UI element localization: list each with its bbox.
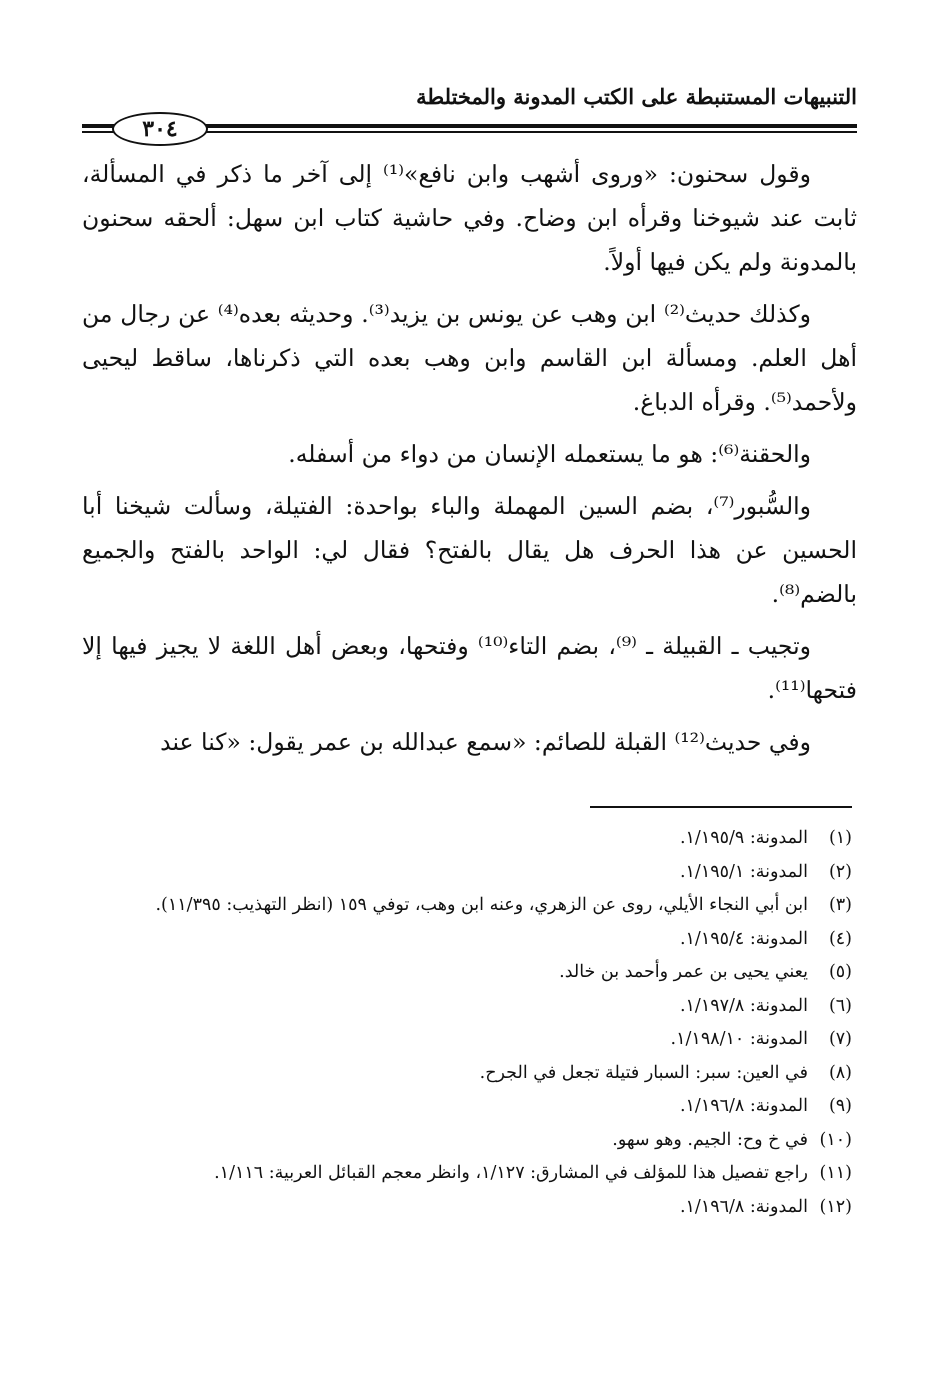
footnote-number: (٦) — [828, 995, 852, 1016]
footnote-number: (٣) — [828, 895, 852, 915]
footnote — [82, 990, 852, 1024]
paragraph: وفي حديث⁽¹²⁾ القبلة للصائم: «سمع عبدالله بن عمر يقول: «كنا عند — [160, 728, 811, 756]
footnote-text: ابن أبي النجاء الأيلي، روى عن الزهري، وعنه ابن وهب، توفي ١٥٩ (انظر التهذيب: ١١/٣٩٥). — [155, 895, 808, 915]
footnote-number: (١) — [828, 828, 852, 848]
footnote — [82, 923, 852, 957]
footnote — [82, 1191, 852, 1225]
footnote-number: (٢) — [828, 861, 852, 882]
footnote-number: (١٠) — [819, 1129, 852, 1150]
footnote — [82, 1124, 852, 1158]
footnote-separator — [590, 806, 852, 808]
footnote — [82, 1157, 852, 1191]
footnote — [82, 856, 852, 890]
footnote — [82, 889, 852, 923]
footnote-text: المدونة: ١/١٩٥/٩. — [679, 828, 808, 848]
footnote-text: يعني يحيى بن عمر وأحمد بن خالد. — [559, 962, 808, 982]
footnote-number: (٩) — [828, 1096, 852, 1116]
footnote-text: المدونة: ١/١٩٥/٤. — [679, 928, 808, 949]
footnote — [82, 956, 852, 990]
footnote-text: راجع تفصيل هذا للمؤلف في المشارق: ١/١٢٧، وانظر معجم القبائل العربية: ١/١١٦. — [214, 1163, 808, 1183]
footnote-number: (٥) — [828, 962, 852, 982]
paragraph: وتجيب ـ القبيلة ـ ⁽⁹⁾، بضم التاء⁽¹⁰⁾ وفتحها، وبعض أهل اللغة لا يجيز فيها إلا فتحها⁽¹¹⁾. — [82, 632, 857, 704]
footnote-text: المدونة: ١/١٩٧/٨. — [679, 995, 808, 1016]
paragraph: والسُّبور⁽⁷⁾، بضم السين المهملة والباء بواحدة: الفتيلة، وسألت شيخنا أبا الحسين عن هذا الحرف هل يقال بالفتح؟ فقال لي: الواحد بالفتح والجميع بالضم⁽⁸⁾. — [82, 492, 857, 608]
footnote-number: (٧) — [828, 1029, 852, 1049]
running-title: التنبيهات المستنبطة على الكتب المدونة والمختلطة — [416, 84, 857, 109]
footnote-text: المدونة: ١/١٩٦/٨. — [679, 1196, 808, 1217]
footnote-text: المدونة: ١/١٩٥/١. — [679, 861, 808, 882]
footnote-text: في خ وح: الجيم. وهو سهو. — [612, 1129, 808, 1150]
footnote-number: (١٢) — [819, 1196, 852, 1217]
footnote-text: المدونة: ١/١٩٨/١٠. — [670, 1029, 808, 1049]
page-header — [82, 84, 857, 144]
footnote-number: (٤) — [828, 928, 852, 949]
footnote-text: المدونة: ١/١٩٦/٨. — [679, 1096, 808, 1116]
footnote — [82, 822, 852, 856]
footnote — [82, 1057, 852, 1091]
footnote — [82, 1090, 852, 1124]
footnotes — [82, 822, 852, 1224]
paragraph: وقول سحنون: «وروى أشهب وابن نافع»⁽¹⁾ إلى آخر ما ذكر في المسألة، ثابت عند شيوخنا وقرأه ابن وضاح. وفي حاشية كتاب ابن سهل: ألحقه سحنون بالمدونة ولم يكن فيها أولاً. — [82, 160, 857, 276]
page-number: ٣٠٤ — [112, 112, 208, 146]
paragraph: وكذلك حديث⁽²⁾ ابن وهب عن يونس بن يزيد⁽³⁾. وحديثه بعده⁽⁴⁾ عن رجال من أهل العلم. ومسألة ابن القاسم وابن وهب بعده التي ذكرناها، ساقط ليحيى ولأحمد⁽⁵⁾. وقرأه الدباغ. — [82, 300, 857, 416]
main-text — [82, 152, 857, 772]
paragraph: والحقنة⁽⁶⁾: هو ما يستعمله الإنسان من دواء من أسفله. — [288, 440, 811, 468]
footnote — [82, 1023, 852, 1057]
footnote-number: (١١) — [819, 1163, 852, 1183]
footnote-number: (٨) — [828, 1062, 852, 1083]
footnote-text: في العين: سبر: السبار فتيلة تجعل في الجرح. — [479, 1062, 808, 1083]
